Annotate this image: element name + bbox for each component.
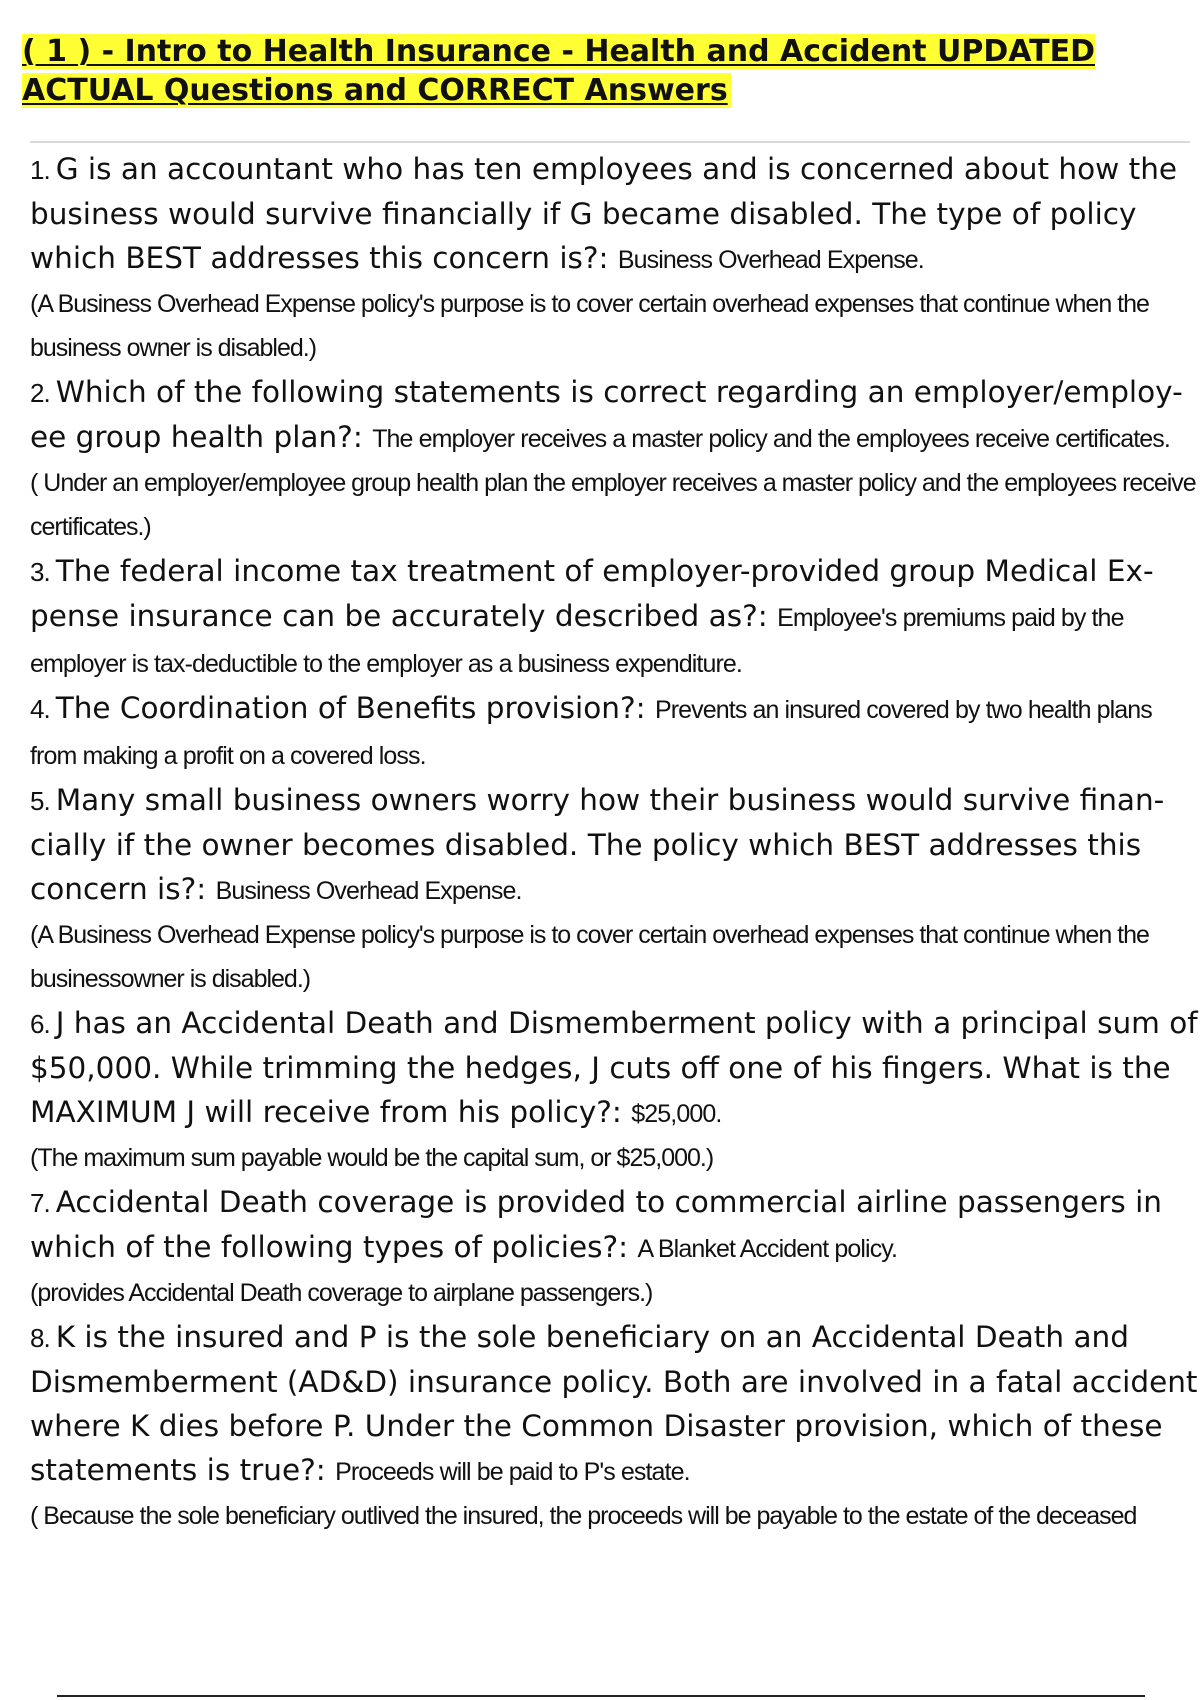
answer-text: Employee's premiums paid by the employer is tax-deductible to the employer as a business expenditure. [30, 604, 1124, 678]
question-text: The Coordination of Benefits provision?: [55, 691, 646, 725]
qa-item-1 [30, 147, 1198, 370]
answer-text: $25,000. [631, 1100, 722, 1128]
question-text: Which of the following statements is correct regarding an employer/employ- ee group health plan?: [30, 375, 1183, 454]
explanation-7: (provides Accidental Death coverage to airplane passengers.) [30, 1279, 653, 1307]
qa-item-8 [30, 1315, 1198, 1538]
explanation-2: ( Under an employer/employee group health plan the employer receives a master policy and the employees receive certificates.) [30, 469, 1196, 541]
explanation-5: (A Business Overhead Expense policy's purpose is to cover certain overhead expenses that continue when the businessowner is disabled.) [30, 921, 1149, 993]
qa-item-4 [30, 686, 1198, 778]
question-3 [30, 549, 1198, 686]
qa-item-3 [30, 549, 1198, 686]
title-highlight: ( 1 ) - Intro to Health Insurance - Health and Accident UPDATED ACTUAL Questions and CORRECT Answers [22, 34, 1096, 108]
question-number: 6. [30, 1009, 50, 1039]
question-6 [30, 1001, 1198, 1136]
question-text: Accidental Death coverage is provided to commercial airline passengers in which of the following types of policies?: [30, 1185, 1162, 1264]
explanation-1: (A Business Overhead Expense policy's purpose is to cover certain overhead expenses that continue when the business owner is disabled.) [30, 290, 1149, 362]
answer-text: Proceeds will be paid to P's estate. [335, 1458, 690, 1486]
qa-item-6 [30, 1001, 1198, 1180]
question-text: K is the insured and P is the sole beneficiary on an Accidental Death and Dismemberment (AD&D) insurance policy. Both are involved in a fatal accident where K dies before P. Under the Common Disaster provision, which of these statements is true?: [30, 1320, 1198, 1487]
answer-text: The employer receives a master policy and the employees receive certificates. [372, 425, 1170, 453]
question-number: 5. [30, 786, 50, 816]
explanation-8: ( Because the sole beneficiary outlived the insured, the proceeds will be payable to the estate of the deceased [30, 1502, 1137, 1530]
question-4 [30, 686, 1198, 778]
qa-item-2 [30, 370, 1198, 549]
question-8 [30, 1315, 1198, 1494]
answer-text: Business Overhead Expense. [215, 877, 522, 905]
question-text: The federal income tax treatment of employer-provided group Medical Ex- pense insurance can be accurately described as?: [30, 554, 1154, 633]
question-number: 3. [30, 557, 50, 587]
question-text: J has an Accidental Death and Dismemberment policy with a principal sum of $50,000. While trimming the hedges, J cuts off one of his fingers. What is the MAXIMUM J will receive from his policy?: [30, 1006, 1198, 1129]
question-text: G is an accountant who has ten employees and is concerned about how the business would survive financially if G became disabled. The type of policy which BEST addresses this concern is?: [30, 152, 1178, 275]
qa-item-7 [30, 1180, 1198, 1315]
answer-text: Business Overhead Expense. [617, 246, 924, 274]
question-7 [30, 1180, 1198, 1271]
answer-text: Prevents an insured covered by two health plans from making a profit on a covered loss. [30, 696, 1152, 770]
question-number: 4. [30, 694, 50, 724]
qa-list [30, 147, 1198, 1538]
question-1 [30, 147, 1198, 282]
question-number: 8. [30, 1323, 50, 1353]
explanation-6: (The maximum sum payable would be the capital sum, or $25,000.) [30, 1144, 714, 1172]
question-2 [30, 370, 1198, 461]
document-title [22, 32, 1182, 110]
question-number: 7. [30, 1188, 50, 1218]
answer-text: A Blanket Accident policy. [637, 1235, 898, 1263]
footer-rule [57, 1695, 1145, 1697]
question-5 [30, 778, 1198, 913]
question-number: 2. [30, 378, 50, 408]
question-text: Many small business owners worry how their business would survive finan- cially if the owner becomes disabled. The policy which BEST addresses this concern is?: [30, 783, 1165, 906]
title-divider [30, 141, 1190, 143]
qa-item-5 [30, 778, 1198, 1001]
question-number: 1. [30, 155, 50, 185]
